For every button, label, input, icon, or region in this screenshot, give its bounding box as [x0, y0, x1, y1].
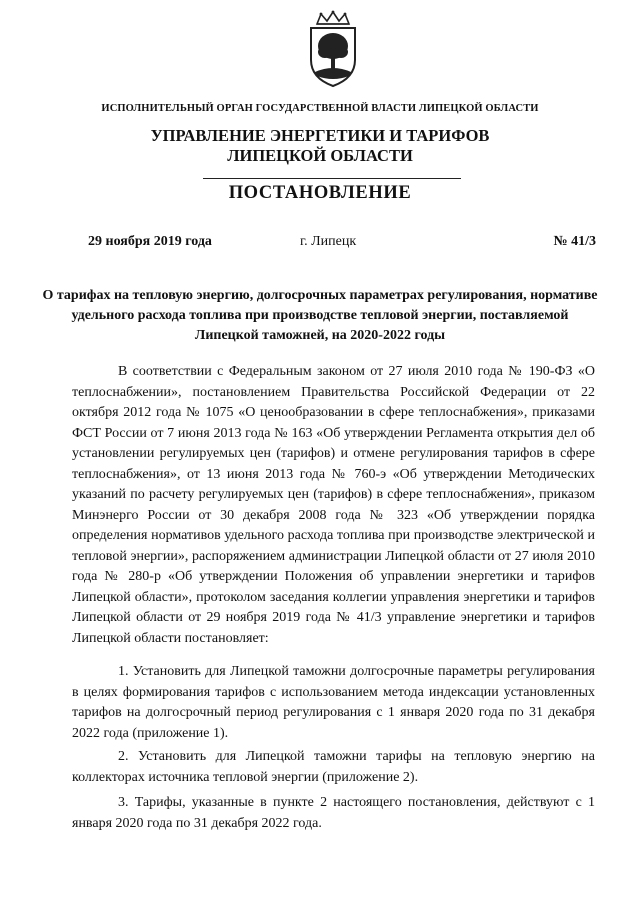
- document-date: 29 ноября 2019 года: [88, 234, 212, 249]
- department-name: [0, 126, 640, 166]
- header-divider: [203, 178, 461, 179]
- document-body: [72, 362, 595, 834]
- document-type: ПОСТАНОВЛЕНИЕ: [228, 183, 412, 203]
- department-name-line-1: УПРАВЛЕНИЕ ЭНЕРГЕТИКИ И ТАРИФОВ: [150, 126, 490, 145]
- department-name-line-2: ЛИПЕЦКОЙ ОБЛАСТИ: [227, 146, 413, 165]
- document-title: О тарифах на тепловую энергию, долгосрочных параметрах регулирования, нормативе удельного расхода топлива при производстве тепловой энергии, поставляемой Липецкой таможней, на 2020-2022 годы: [42, 288, 598, 343]
- resolution-item-3: 3. Тарифы, указанные в пункте 2 настоящего постановления, действуют с 1 января 2020 года по 31 декабря 2022 года.: [72, 795, 595, 831]
- preamble-paragraph: В соответствии с Федеральным законом от 27 июля 2010 года № 190-ФЗ «О теплоснабжении», постановлением Правительства Российской Федерации от 22 октября 2012 года № 1075 «О ценообразовании в сфере теплоснабжения», приказами ФСТ России от 7 июня 2013 года № 163 «Об утверждении Регламента открытия дел об установлении регулируемых цен (тарифов) и отмене регулирования тарифов в сфере теплоснабжения», от 13 июня 2013 года № 760-э «Об утверждении Методических указаний по расчету регулируемых цен (тарифов) в сфере теплоснабжения», приказом Минэнерго России от 30 декабря 2008 года № 323 «Об утверждении порядка определения нормативов удельного расхода топлива при производстве электрической и тепловой энергии», распоряжением администрации Липецкой области от 27 июля 2010 года № 280-р «Об утверждении Положения об управлении энергетики и тарифов Липецкой области», протоколом заседания коллегии управления энергетики и тарифов Липецкой области от 29 ноября 2019 года № 41/3 управление энергетики и тарифов Липецкой области постановляет:: [72, 364, 595, 646]
- document-city: г. Липецк: [300, 234, 357, 249]
- document-meta: [0, 234, 640, 254]
- resolution-item-1: 1. Установить для Липецкой таможни долгосрочные параметры регулирования в целях формирования тарифов с использованием метода индексации установленных тарифов на долгосрочный период регулирования с 1 января 2020 года по 31 декабря 2022 года (приложение 1).: [72, 664, 595, 741]
- issuing-authority: ИСПОЛНИТЕЛЬНЫЙ ОРГАН ГОСУДАРСТВЕННОЙ ВЛАСТИ ЛИПЕЦКОЙ ОБЛАСТИ: [101, 103, 539, 114]
- coat-of-arms-icon: [303, 10, 363, 88]
- document-number: № 41/3: [553, 234, 596, 249]
- resolution-item-2: 2. Установить для Липецкой таможни тарифы на тепловую энергию на коллекторах источника тепловой энергии (приложение 2).: [72, 749, 595, 785]
